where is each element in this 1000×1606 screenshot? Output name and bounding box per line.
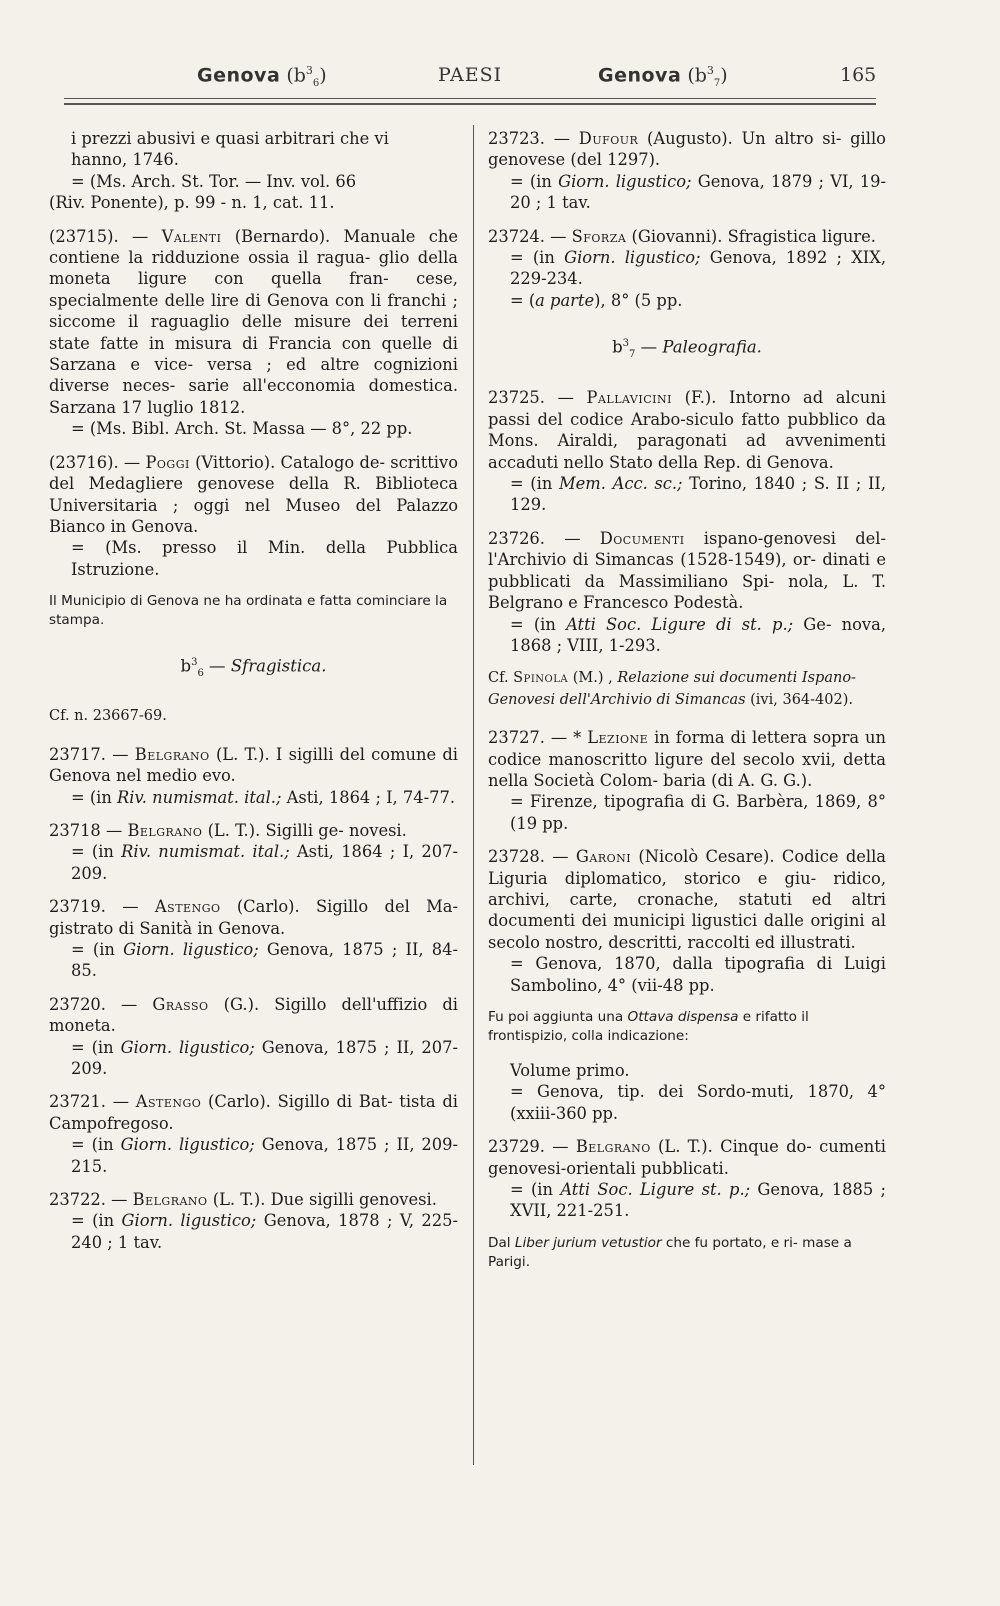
entry-23725: 23725. — Pallavicini (F.). Intorno ad alcuni passi del codice Arabo-siculo fatto pubblico da Mons. Airaldi, paragonati ad avvenimenti accaduti nello Stato della Rep. di Genova. = (in Mem. Acc. sc.; Torino, 1840 ; S. II ; II, 129. (488, 388, 886, 515)
entry-23719: 23719. — Astengo (Carlo). Sigillo del Ma- gistrato di Sanità in Genova. = (in Giorn. ligustico; Genova, 1875 ; II, 84-85. (49, 897, 459, 981)
author-name: Garoni (575, 847, 632, 867)
entry-23727: 23727. — * Lezione in forma di lettera sopra un codice manoscritto ligure del secolo xvii, detta nella Società Colom- baria (di A. G. G.). = Firenze, tipografia di G. Barbèra, 1869, 8° (19 pp. (488, 728, 886, 833)
entry-23721: 23721. — Astengo (Carlo). Sigillo di Bat- tista di Campofregoso. = (in Giorn. ligustico; Genova, 1875 ; II, 209-215. (49, 1092, 459, 1176)
left-column (49, 128, 458, 1265)
continuation-entry: i prezzi abusivi e quasi arbitrari che vi hanno, 1746. = (Ms. Arch. St. Tor. — Inv. vol. 66 (Riv. Ponente), p. 99 - n. 1, cat. 11. (49, 129, 389, 213)
cross-reference-spinola: Cf. Spinola (M.) , Relazione sui documenti Ispano-Genovesi dell'Archivio di Simancas (ivi, 364-402). (488, 670, 856, 708)
author-name: Astengo (135, 1092, 202, 1112)
header-rule-thick (64, 103, 876, 105)
entry-23716: (23716). — Poggi (Vittorio). Catalogo de- scrittivo del Medagliere genovese della R. Biblioteca Universitaria ; oggi nel Museo del Palazzo Bianco in Genova. = (Ms. presso il Min. della Pubblica Istruzione. (49, 452, 458, 579)
header-rule-thin (64, 98, 876, 99)
author-name: Belgrano (134, 744, 210, 764)
entry-23728: 23728. — Garoni (Nicolò Cesare). Codice della Liguria diplomatico, storico e giu- ridico, archivi, carte, cronache, statuti ed altri documenti dei municipi ligustici dalle origini al secolo nostro, descritti, raccolti ed illustrati. = Genova, 1870, dalla tipografia di Luigi Sambolino, 4° (vii-48 pp. (488, 847, 886, 995)
entry-23718: 23718 — Belgrano (L. T.). Sigilli ge- novesi. = (in Riv. numismat. ital.; Asti, 1864 ; I, 207-209. (49, 820, 458, 883)
right-column (488, 128, 886, 1286)
author-name: Belgrano (575, 1137, 651, 1157)
section-heading-sfragistica: $b^3_6$ — Sfragistica. (180, 656, 327, 679)
author-name: Poggi (145, 452, 190, 472)
entry-23722: 23722. — Belgrano (L. T.). Due sigilli genovesi. = (in Giorn. ligustico; Genova, 1878 ; V, 225-240 ; 1 tav. (49, 1190, 459, 1252)
author-name: Belgrano (132, 1190, 208, 1210)
page-number: 165 (840, 64, 877, 86)
column-divider (473, 125, 474, 1465)
section-heading-paleografia: $b^3_7$ — Paleografia. (612, 337, 762, 361)
entry-23720: 23720. — Grasso (G.). Sigillo dell'uffizio di moneta. = (in Giorn. ligustico; Genova, 1875 ; II, 207-209. (49, 994, 459, 1079)
author-name: Pallavicini (586, 388, 672, 408)
author-name: Grasso (152, 994, 209, 1014)
header-center: PAESI (438, 64, 503, 86)
author-name: Documenti (599, 528, 685, 548)
cross-reference: Cf. n. 23667-69. (49, 708, 167, 725)
entry-23715: (23715). — Valenti (Bernardo). Manuale che contiene la ridduzione ossia il ragua- glio della moneta ligure con quella fran- cese, specialmente delle lire di Genova con li franchi ; siccome il raguaglio delle misure dei terreni state fatte in misura di Francia con quelle di Sarzana e vice- versa ; ed altre cognizioni diverse neces- sarie all'ecconomia domestica. Sarzana 17 luglio 1812. = (Ms. Bibl. Arch. St. Massa — 8°, 22 pp. (49, 226, 458, 439)
entry-23717: 23717. — Belgrano (L. T.). I sigilli del comune di Genova nel medio evo. = (in Riv. numismat. ital.; Asti, 1864 ; I, 74-77. (49, 744, 458, 807)
entry-23724: 23724. — Sforza (Giovanni). Sfragistica ligure. = (in Giorn. ligustico; Genova, 1892 ; XIX, 229-234. = (a parte), 8° (5 pp. (488, 226, 887, 310)
note-ottava-dispensa: Fu poi aggiunta una Ottava dispensa e rifatto il frontispizio, colla indicazione: (488, 1009, 809, 1045)
note-municipio: Il Municipio di Genova ne ha ordinata e fatta cominciare la stampa. (49, 593, 448, 629)
running-head (0, 60, 1000, 96)
author-name: Astengo (154, 897, 221, 917)
author-name: Valenti (161, 226, 222, 246)
entry-23723: 23723. — Dufour (Augusto). Un altro si- gillo genovese (del 1297). = (in Giorn. ligustico; Genova, 1879 ; VI, 19-20 ; 1 tav. (488, 129, 886, 213)
author-name: Lezione (587, 728, 649, 748)
author-name: Belgrano (127, 820, 203, 840)
entry-23729: 23729. — Belgrano (L. T.). Cinque do- cumenti genovesi-orientali pubblicati. = (in Atti Soc. Ligure st. p.; Genova, 1885 ; XVII, 221-251. (488, 1137, 887, 1221)
note-liber-jurium: Dal Liber jurium vetustior che fu portato, e ri- mase a Parigi. (488, 1234, 852, 1270)
header-left: Genova $(b^3_6)$ (197, 64, 327, 90)
header-right: Genova $(b^3_7)$ (598, 64, 728, 90)
entry-23726: 23726. — Documenti ispano-genovesi del- l'Archivio di Simancas (1528-1549), or- dinati e pubblicati da Massimiliano Spi- nola, L. T. Belgrano e Francesco Podestà. = (in Atti Soc. Ligure di st. p.; Ge- nova, 1868 ; VIII, 1-293. (488, 528, 886, 655)
volume-primo: Volume primo. = Genova, tip. dei Sordo-muti, 1870, 4° (xxiii-360 pp. (510, 1061, 886, 1123)
author-name: Dufour (578, 129, 639, 148)
author-name: Sforza (571, 226, 627, 246)
